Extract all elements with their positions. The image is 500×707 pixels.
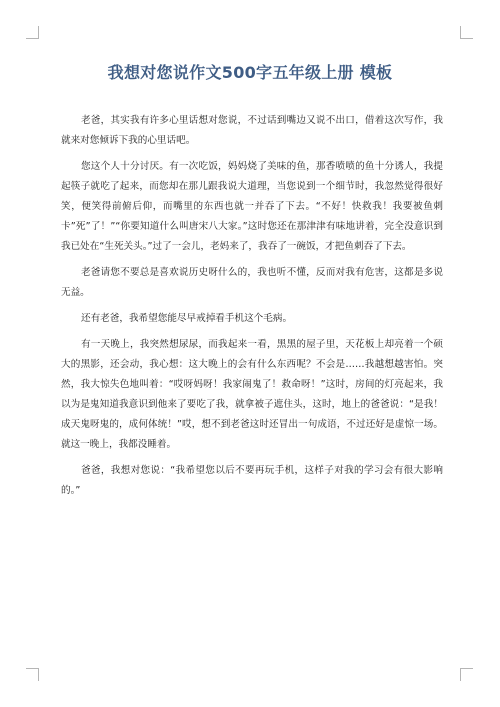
corner-mark-bottom-left	[26, 668, 39, 681]
paragraph: 有一天晚上，我突然想尿尿，而我起来一看，黑黑的屋子里，天花板上却亮着一个硕大的黑影，还会动，我心想：这大晚上的会有什么东西呢？不会是……我越想越害怕。突然，我大惊失色地叫着：“哎呀妈呀！我家闹鬼了！救命呀！”这时，房间的灯亮起来，我以为是鬼知道我意识到他来了要吃了我，就拿被子遮住头，这时，地上的爸爸说：“是我！成天鬼呀鬼的，成何体统！”哎，想不到老爸这时还冒出一句成语，不过还好是虚惊一场。就这一晚上，我都没睡着。	[61, 339, 443, 450]
paragraph: 还有老爸，我希望您能尽早戒掉看手机这个毛病。	[81, 313, 293, 324]
corner-mark-top-left	[26, 26, 39, 39]
corner-mark-top-right	[460, 26, 473, 39]
paragraph: 老爸，其实我有许多心里话想对您说，不过话到嘴边又说不出口，借着这次写作，我就来对您倾诉下我的心里话吧。	[61, 115, 443, 146]
paragraph: 老爸请您不要总是喜欢说历史呀什么的，我也听不懂，反而对我有危害，这都是多说无益。	[61, 267, 443, 298]
paragraph: 您这个人十分讨厌。有一次吃饭，妈妈烧了美味的鱼，那香喷喷的鱼十分诱人，我提起筷子就吃了起来，而您却在那儿跟我说大道理，当您说到一个细节时，我忽然觉得很好笑，便笑得前俯后仰，而嘴里的东西也就一并吞了下去。“不好！快救我！我要被鱼刺卡”死”了！”“你要知道什么叫唐宋八大家。”这时您还在那津津有味地讲着，完全没意识到我已处在“生死关头。”过了一会儿，老妈来了，我吞了一碗饭，才把鱼刺吞了下去。	[61, 161, 443, 252]
paragraph: 爸爸，我想对您说：“我希望您以后不要再玩手机，这样子对我的学习会有很大影响的。”	[61, 465, 443, 496]
document-body	[61, 111, 443, 507]
document-title: 我想对您说作文500字五年级上册 模板	[107, 63, 393, 82]
corner-mark-bottom-right	[460, 668, 473, 681]
